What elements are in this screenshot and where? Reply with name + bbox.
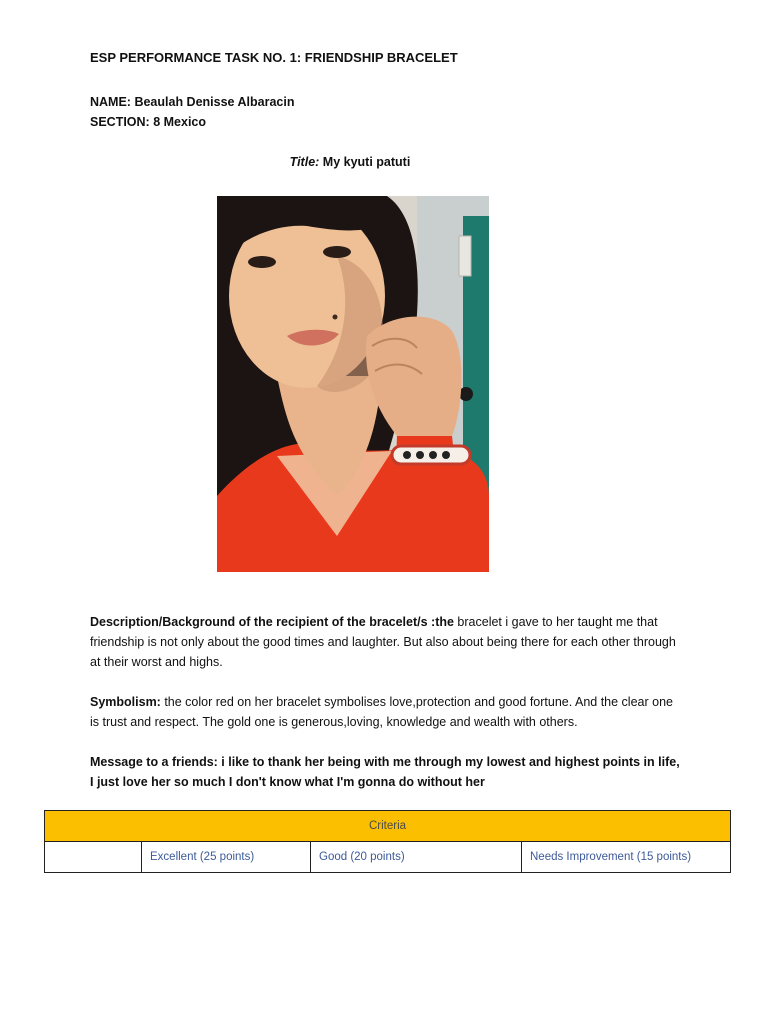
message-paragraph [90,752,680,792]
name-label: NAME: [90,95,131,109]
criteria-table [44,810,731,873]
description-paragraph [90,612,680,672]
description-text: bracelet i gave to her taught me that friendship is not only about the good times and laughter. But also about being there for each other through at their worst and highs. [90,615,676,669]
title-value: My kyuti patuti [322,155,411,169]
symbolism-paragraph [90,692,680,732]
description-label: Description/Background of the recipient of the bracelet/s :the [90,615,454,629]
criteria-cell-blank [45,842,142,873]
message-text: i like to thank her being with me through my lowest and highest points in life, I just love her so much I don't know what I'm gonna do without her [90,755,680,789]
criteria-cell-needs-improvement: Needs Improvement (15 points) [522,842,731,873]
section-label: SECTION: [90,115,150,129]
criteria-header: Criteria [45,811,731,842]
name-value: Beaulah Denisse Albaracin [134,95,295,109]
criteria-header-row [45,811,731,842]
criteria-cell-good: Good (20 points) [311,842,522,873]
symbolism-text: the color red on her bracelet symbolises love,protection and good fortune. And the clear one is trust and respect. The gold one is generous,loving, knowledge and wealth with others. [90,695,673,729]
symbolism-label: Symbolism: [90,695,161,709]
recipient-photo [217,196,489,572]
criteria-cell-excellent: Excellent (25 points) [142,842,311,873]
criteria-columns-row [45,842,731,873]
message-label: Message to a friends: [90,755,218,769]
name-line [90,92,294,112]
title-label: Title: [289,155,320,169]
section-value: 8 Mexico [153,115,207,129]
title-line [0,152,700,172]
section-line [90,112,206,132]
document-heading: ESP PERFORMANCE TASK NO. 1: FRIENDSHIP BRACELET [90,50,458,65]
